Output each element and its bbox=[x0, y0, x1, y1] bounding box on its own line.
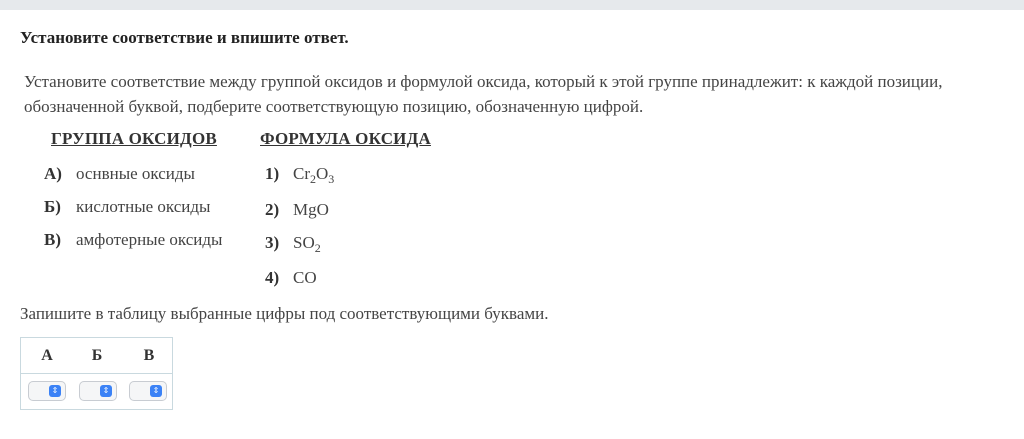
top-bar bbox=[0, 0, 1024, 10]
left-item-text: оснвные оксиды bbox=[76, 164, 195, 183]
answer-select-v[interactable] bbox=[129, 381, 167, 401]
right-item-number: 1) bbox=[265, 164, 280, 183]
answer-table-header bbox=[21, 338, 172, 374]
instruction-text: Запишите в таблицу выбранные цифры под соответствующими буквами. bbox=[20, 304, 549, 323]
formula-so2: $SO_2$ bbox=[293, 233, 321, 255]
question-text: Установите соответствие между группой оксидов и формулой оксида, который к этой группе принадлежит: к каждой позиции, обозначенной буквой, подберите соответствующую позицию, обозначенную цифрой. bbox=[24, 72, 943, 116]
updown-chevron-icon: ⇕ bbox=[100, 385, 112, 397]
left-item-letter: В) bbox=[44, 230, 61, 249]
task-heading: Установите соответствие и впишите ответ. bbox=[20, 28, 349, 47]
right-item-number: 3) bbox=[265, 233, 280, 252]
right-item-number: 4) bbox=[265, 268, 280, 287]
answer-header-a: А bbox=[41, 347, 53, 364]
formula-mgo: MgO bbox=[293, 200, 329, 219]
left-item-text: кислотные оксиды bbox=[76, 197, 211, 216]
formula-cr2o3: $Cr_2O_3$ bbox=[293, 164, 335, 186]
left-item-text: амфотерные оксиды bbox=[76, 230, 223, 249]
right-item-number: 2) bbox=[265, 200, 280, 219]
formula-co: CO bbox=[293, 268, 317, 287]
answer-table bbox=[20, 337, 173, 410]
answer-select-b[interactable] bbox=[79, 381, 117, 401]
answer-header-v: В bbox=[143, 347, 155, 364]
updown-chevron-icon: ⇕ bbox=[150, 385, 162, 397]
answer-select-a[interactable] bbox=[28, 381, 66, 401]
updown-chevron-icon: ⇕ bbox=[49, 385, 61, 397]
left-item-letter: А) bbox=[44, 164, 62, 183]
left-column-header: ГРУППА ОКСИДОВ bbox=[51, 129, 217, 148]
left-item-letter: Б) bbox=[44, 197, 61, 216]
answer-header-b: Б bbox=[91, 347, 103, 364]
right-column-header: ФОРМУЛА ОКСИДА bbox=[260, 129, 431, 148]
